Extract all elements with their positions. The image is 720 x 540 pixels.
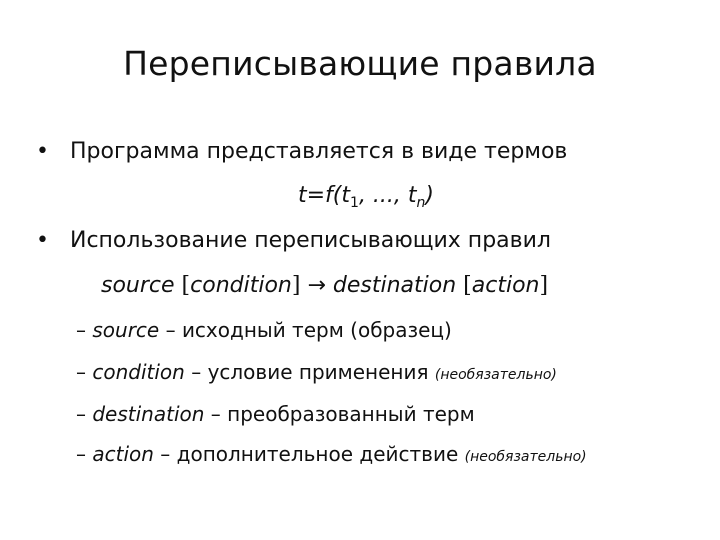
subitem-action (76, 442, 587, 466)
formula-suffix: ) (425, 183, 434, 208)
bullet-2-text: Использование переписывающих правил (70, 228, 551, 253)
subitem-desc: условие применения (207, 360, 435, 384)
rule-action: action (471, 273, 540, 298)
formula-middle: , ..., t (358, 183, 417, 208)
subitem-note: (необязательно) (464, 449, 587, 465)
bullet-dot: • (36, 228, 49, 253)
slide-title: Переписывающие правила (123, 44, 597, 83)
formula-prefix: t=f(t (298, 183, 351, 208)
subitem-note: (необязательно) (434, 367, 557, 383)
subitem-sep: – (184, 360, 208, 384)
subitem-desc: преобразованный терм (227, 402, 475, 426)
subitem-sep: – (204, 402, 228, 426)
rule-formula: source [condition] → destination [action] (101, 273, 549, 298)
bullet-1-text: Программа представляется в виде термов (70, 139, 568, 164)
subitem-destination (76, 402, 475, 426)
subitem-dash: – (76, 402, 86, 426)
subitem-desc: дополнительное действие (176, 442, 465, 466)
rule-destination: destination (332, 273, 457, 298)
subitem-source (76, 318, 452, 342)
subitem-term: destination (92, 402, 205, 426)
bullet-dot: • (36, 139, 49, 164)
formula-sub-1: 1 (350, 195, 359, 211)
rule-condition: condition (190, 273, 292, 298)
subitem-term: source (92, 318, 160, 342)
subitem-sep: – (153, 442, 177, 466)
subitem-desc: исходный терм (образец) (181, 318, 452, 342)
formula-sub-n: n (416, 195, 426, 211)
rule-arrow: → (307, 273, 326, 298)
subitem-dash: – (76, 442, 86, 466)
rule-source: source (101, 273, 175, 298)
subitem-sep: – (159, 318, 182, 342)
term-formula (298, 183, 434, 211)
subitem-condition (76, 360, 557, 384)
subitem-dash: – (76, 360, 86, 384)
subitem-term: action (92, 442, 154, 466)
subitem-dash: – (76, 318, 86, 342)
subitem-term: condition (92, 360, 185, 384)
